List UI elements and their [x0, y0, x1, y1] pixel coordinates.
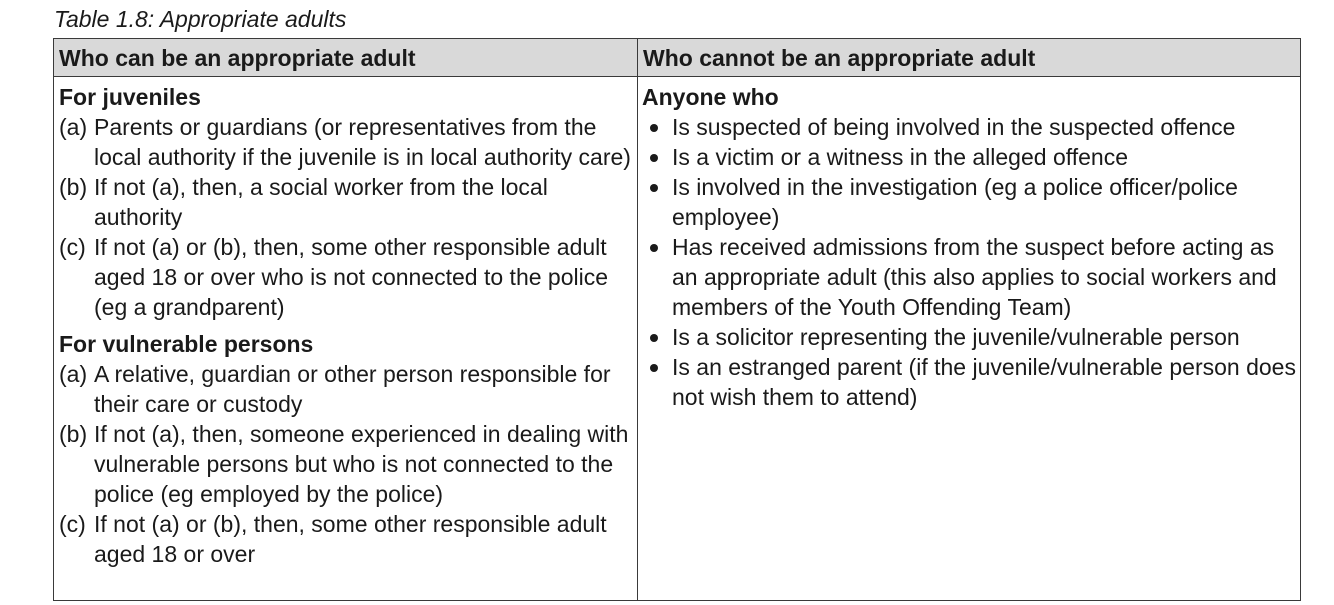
- item-text: Parents or guardians (or representatives from the local authority if the juvenile is in local authority care): [94, 114, 631, 170]
- list-item: [59, 172, 633, 232]
- who-cannot-column: [642, 82, 1302, 412]
- vulnerable-persons-list: [59, 359, 633, 569]
- appropriate-adults-table: [53, 38, 1301, 601]
- item-text: If not (a), then, a social worker from the local authority: [94, 174, 548, 230]
- header-who-can: Who can be an appropriate adult: [59, 45, 416, 71]
- item-marker: (a): [59, 361, 88, 387]
- list-item: [59, 509, 633, 569]
- bullet-item: Is involved in the investigation (eg a police officer/police employee): [642, 172, 1302, 232]
- list-item: [59, 112, 633, 172]
- juveniles-heading: For juveniles: [59, 84, 201, 110]
- juveniles-list: [59, 112, 633, 322]
- item-text: A relative, guardian or other person responsible for their care or custody: [94, 361, 611, 417]
- item-text: If not (a) or (b), then, some other responsible adult aged 18 or over: [94, 511, 607, 567]
- list-item: [59, 359, 633, 419]
- list-item: [59, 232, 633, 322]
- bullet-item: Has received admissions from the suspect before acting as an appropriate adult (this also applies to social workers and members of the Youth Offending Team): [642, 232, 1302, 322]
- bullet-item: Is suspected of being involved in the suspected offence: [642, 112, 1302, 142]
- who-can-column: [59, 82, 633, 569]
- anyone-who-heading: Anyone who: [642, 84, 779, 110]
- bullet-item: Is an estranged parent (if the juvenile/vulnerable person does not wish them to attend): [642, 352, 1302, 412]
- bullet-item: Is a victim or a witness in the alleged offence: [642, 142, 1302, 172]
- item-marker: (b): [59, 174, 88, 200]
- table-caption: Table 1.8: Appropriate adults: [54, 6, 347, 32]
- column-divider: [637, 39, 638, 600]
- header-who-cannot: Who cannot be an appropriate adult: [643, 45, 1036, 71]
- item-text: If not (a) or (b), then, some other responsible adult aged 18 or over who is not connected to the police (eg a grandparent): [94, 234, 609, 320]
- item-marker: (c): [59, 511, 86, 537]
- exclusion-list: [642, 112, 1302, 412]
- item-marker: (b): [59, 421, 88, 447]
- bullet-item: Is a solicitor representing the juvenile/vulnerable person: [642, 322, 1302, 352]
- item-marker: (a): [59, 114, 88, 140]
- item-text: If not (a), then, someone experienced in dealing with vulnerable persons but who is not connected to the police (eg employed by the police): [94, 421, 629, 507]
- table-header-row: [54, 39, 1300, 77]
- item-marker: (c): [59, 234, 86, 260]
- vulnerable-persons-heading: For vulnerable persons: [59, 331, 314, 357]
- list-item: [59, 419, 633, 509]
